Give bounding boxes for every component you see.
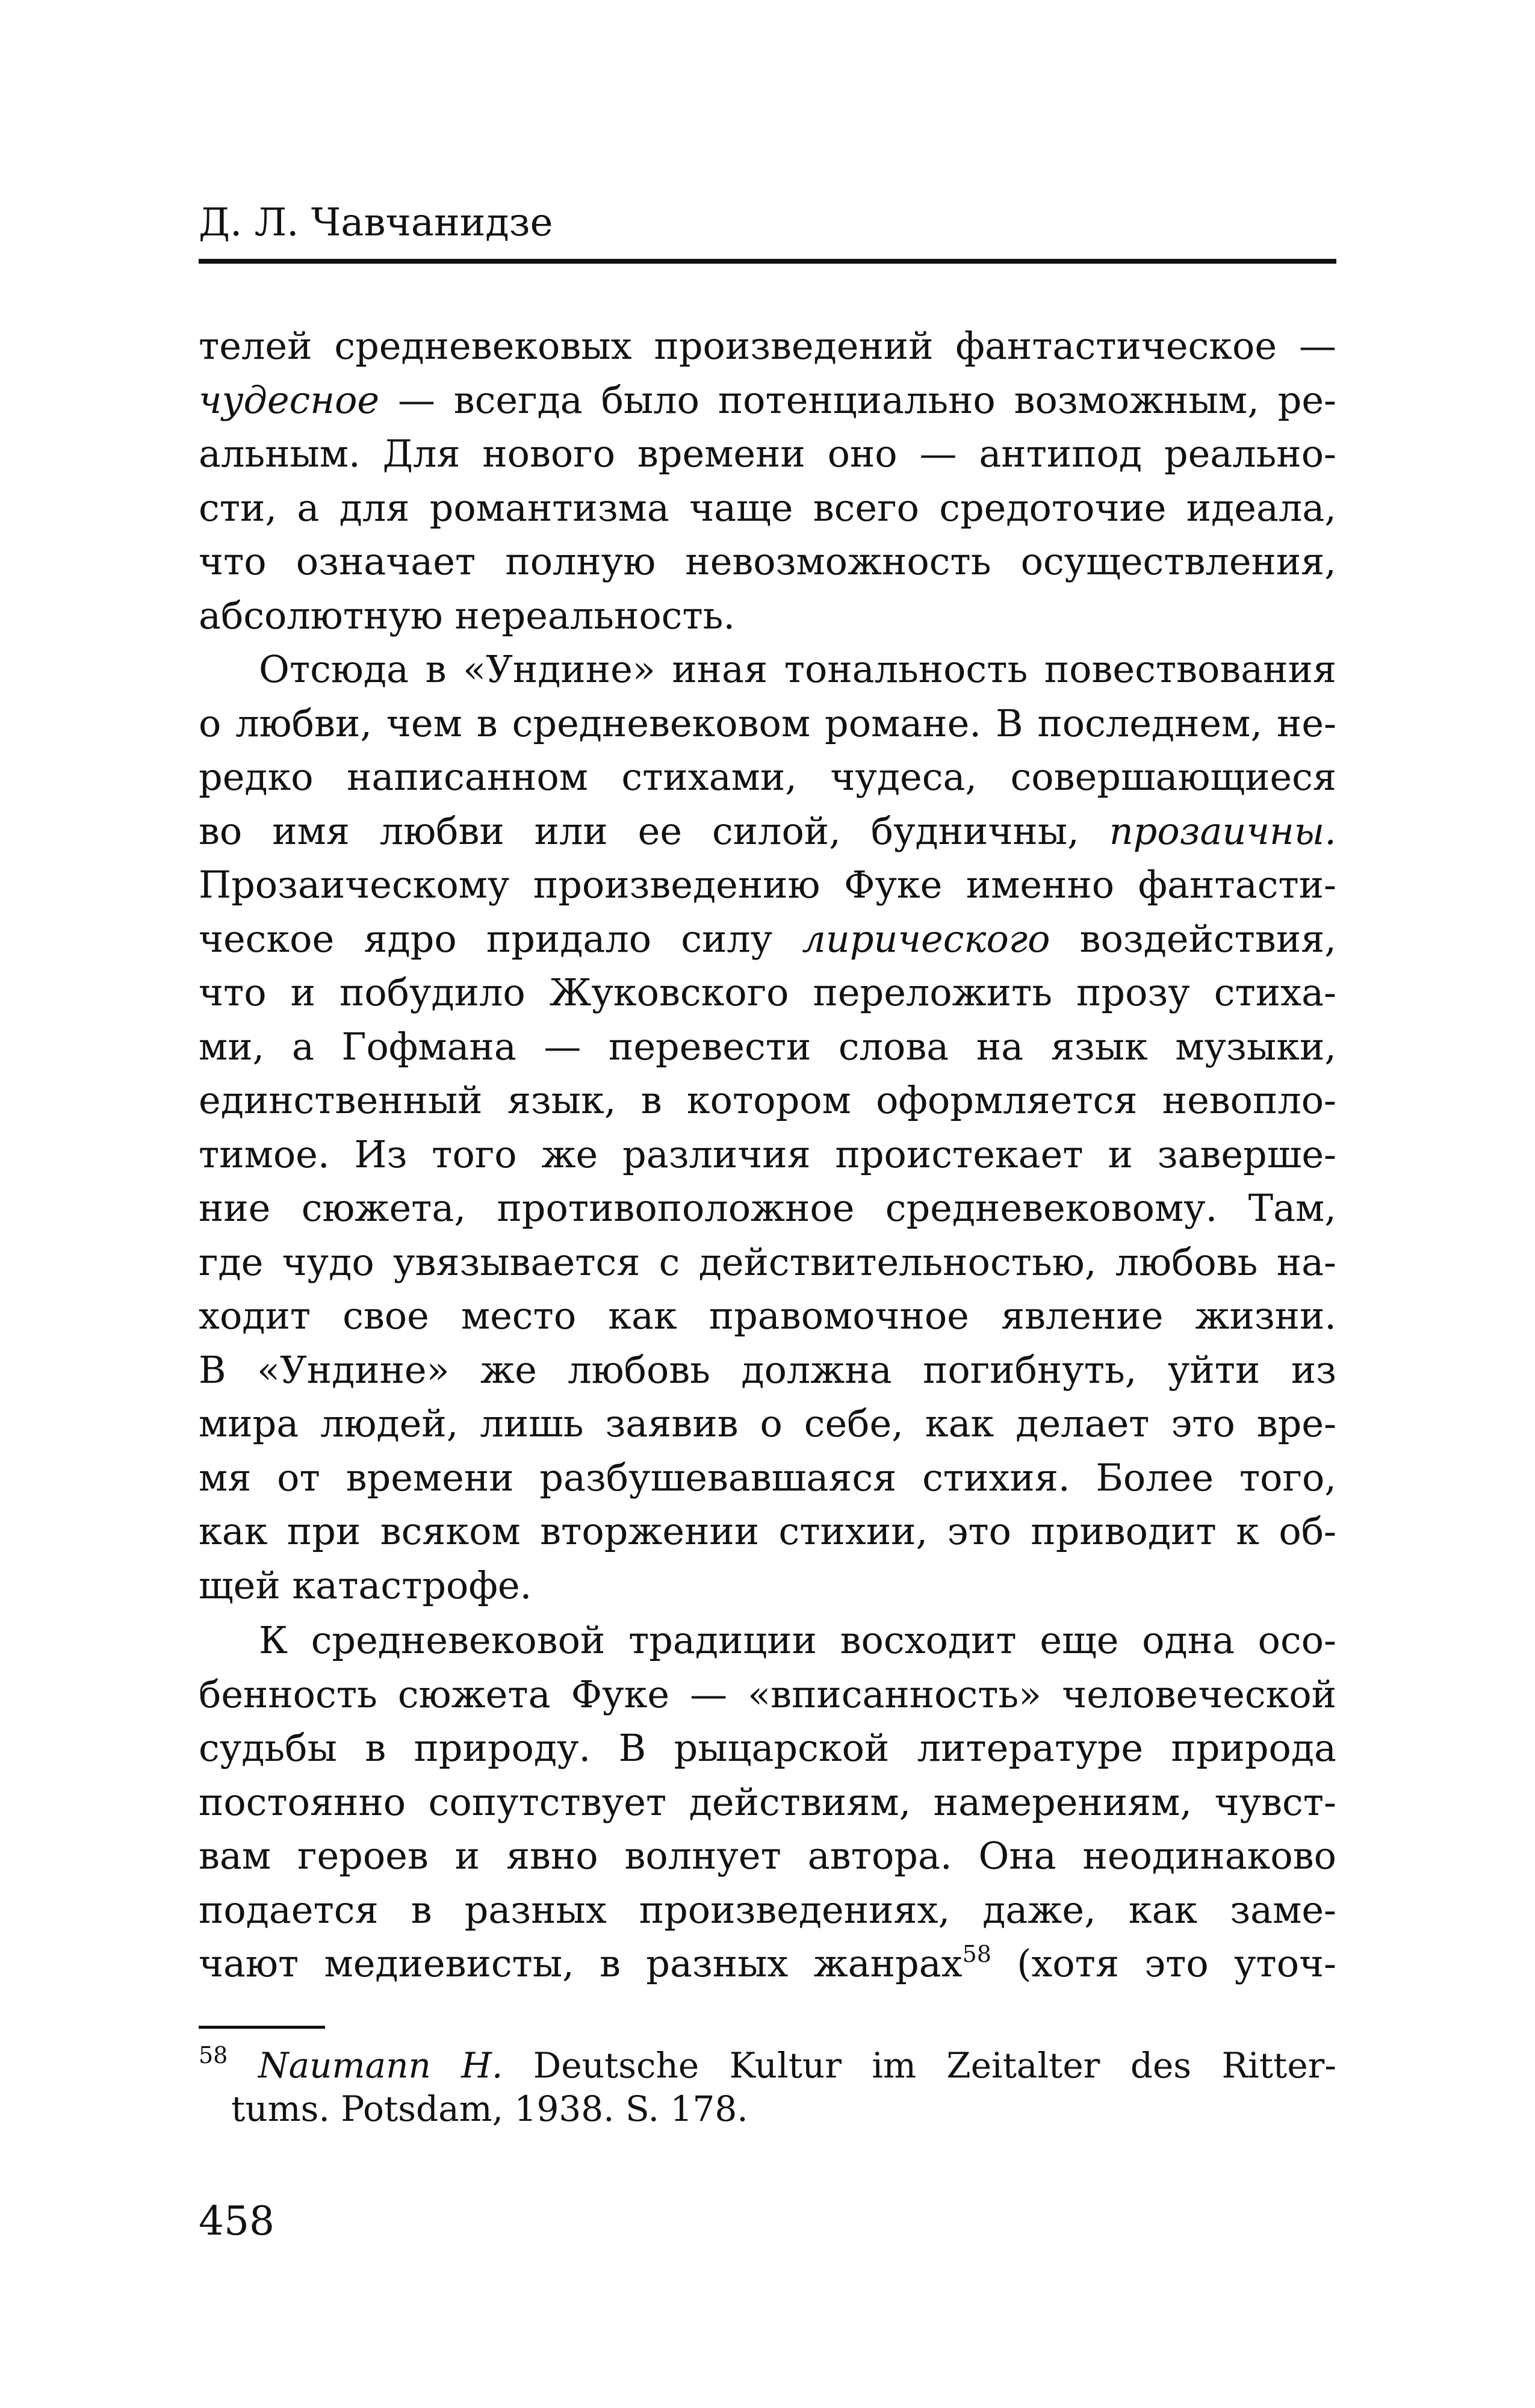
text-line: единственный язык, в котором оформляется невопло- (199, 1078, 1336, 1122)
text-line: В «Ундине» же любовь должна погибнуть, уйти из (199, 1347, 1336, 1392)
text-line (199, 1937, 1336, 1991)
text-line: сти, а для романтизма чаще всего средоточие идеала, (199, 485, 1336, 530)
text-line (199, 804, 1336, 858)
text-line: альным. Для нового времени оно — антипод реально- (199, 432, 1336, 476)
italic-word: чудесное (199, 377, 380, 422)
text-line: телей средневековых произведений фантастическое — (199, 324, 1336, 368)
text-line: Отсюда в «Ундине» иная тональность повествования (259, 647, 1336, 691)
footnote-rule (199, 2026, 325, 2029)
text-span: чают медиевисты, в разных жанрах (199, 1941, 963, 1985)
footnote-line (199, 2044, 1336, 2087)
header-rule (199, 259, 1336, 264)
text-line: о любви, чем в средневековом романе. В последнем, не- (199, 701, 1336, 745)
text-line: абсолютную нереальность. (199, 593, 736, 638)
text-line (199, 373, 1336, 427)
footnote-line: tums. Potsdam, 1938. S. 178. (231, 2088, 748, 2129)
running-header: Д. Л. Чавчанидзе (199, 200, 553, 245)
text-line (199, 912, 1336, 966)
italic-word: лирического (802, 916, 1050, 961)
text-line: что означает полную невозможность осуществления, (199, 539, 1336, 583)
text-line: как при всяком вторжении стихии, это приводит к об- (199, 1509, 1336, 1553)
text-line: Прозаическому произведению Фуке именно фантасти- (199, 863, 1336, 907)
text-line: ми, а Гофмана — перевести слова на язык музыки, (199, 1024, 1336, 1069)
text-line: ходит свое место как правомочное явление жизни. (199, 1294, 1336, 1338)
text-span: во имя любви или ее силой, будничны, (199, 808, 1109, 853)
text-span: — всегда было потенциально возможным, ре- (379, 377, 1336, 422)
page-number: 458 (199, 2198, 274, 2244)
text-line: вам героев и явно волнует автора. Она неодинаково (199, 1834, 1336, 1878)
text-line: щей катастрофе. (199, 1563, 532, 1607)
text-span: Deutsche Kultur im Zeitalter des Ritter- (503, 2045, 1336, 2086)
paragraph-1 (199, 319, 1336, 642)
footnote-reference[interactable]: 58 (962, 1941, 991, 1967)
italic-word: прозаичны. (1109, 808, 1336, 853)
text-line: бенность сюжета Фуке — «вписанность» человеческой (199, 1672, 1336, 1716)
text-line: судьбы в природу. В рыцарской литературе природа (199, 1726, 1336, 1770)
text-line: К средневековой традиции восходит еще одна осо- (259, 1618, 1336, 1662)
text-line: мира людей, лишь заявив о себе, как делает это вре- (199, 1401, 1336, 1445)
footnote-marker: 58 (199, 2042, 228, 2068)
footnote (199, 2044, 1336, 2130)
text-span: воздействия, (1050, 916, 1336, 961)
text-line: что и побудило Жуковского переложить прозу стиха- (199, 970, 1336, 1014)
footnote-author: Naumann H. (258, 2045, 503, 2086)
text-span: (хотя это уточ- (991, 1941, 1336, 1985)
text-line: подается в разных произведениях, даже, как заме- (199, 1887, 1336, 1932)
text-line: тимое. Из того же различия проистекает и заверше- (199, 1132, 1336, 1176)
text-line: редко написанном стихами, чудеса, совершающиеся (199, 755, 1336, 799)
text-line: ние сюжета, противоположное средневековому. Там, (199, 1186, 1336, 1230)
text-line: постоянно сопутствует действиям, намерениям, чувст- (199, 1780, 1336, 1824)
paragraph-3 (199, 1613, 1336, 1991)
text-span: ческое ядро придало силу (199, 916, 802, 961)
text-line: мя от времени разбушевавшаяся стихия. Более того, (199, 1455, 1336, 1500)
text-line: где чудо увязывается с действительностью, любовь на- (199, 1240, 1336, 1284)
paragraph-2 (199, 642, 1336, 1612)
